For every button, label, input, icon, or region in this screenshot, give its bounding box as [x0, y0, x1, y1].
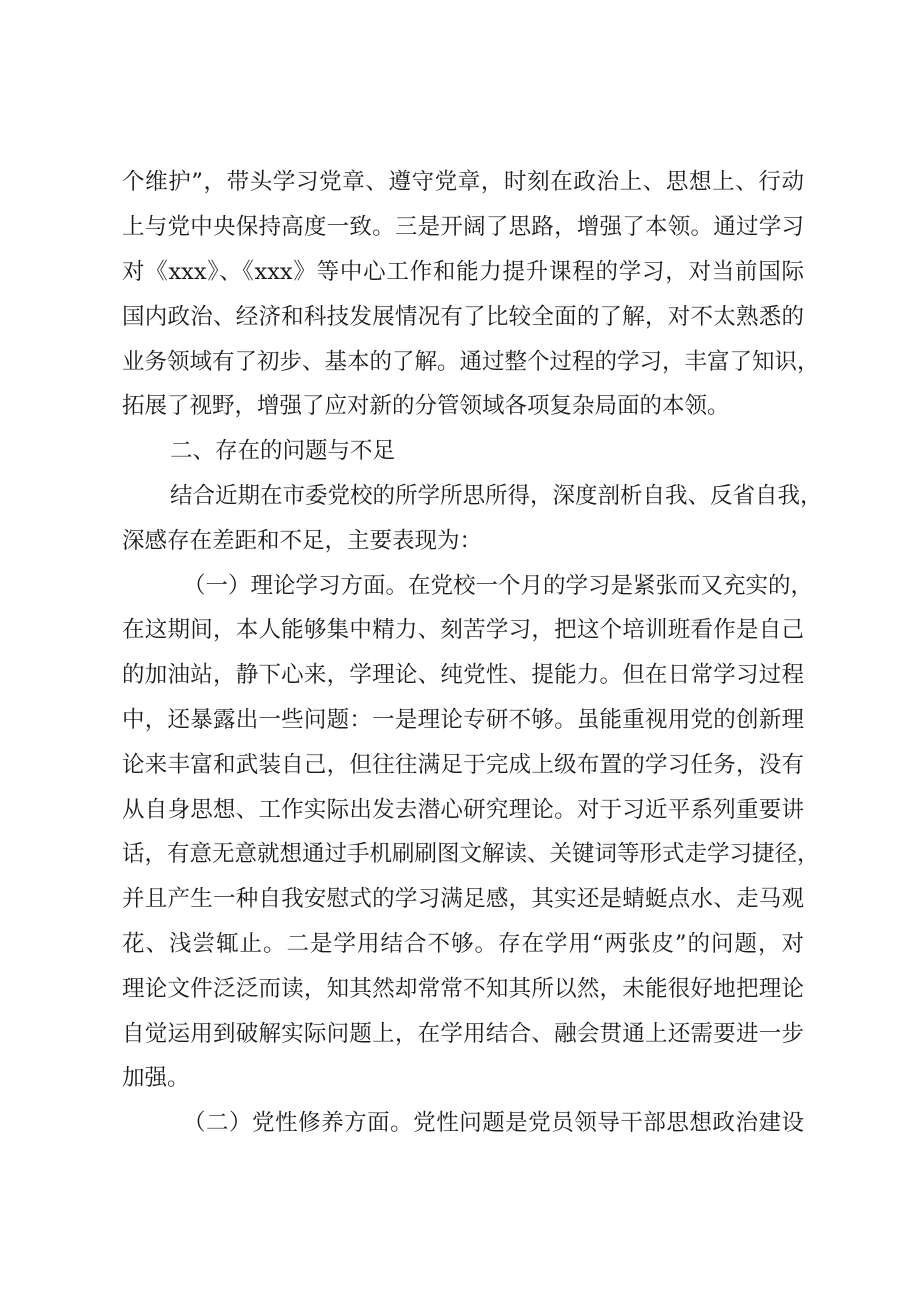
text-line-17: 并且产生一种自我安慰式的学习满足感，其实还是蜻蜓点水、走马观	[122, 886, 804, 912]
text-line-21: 加强。	[122, 1065, 190, 1091]
text-line-9: 深感存在差距和不足，主要表现为：	[122, 528, 483, 554]
text-line-2: 上与党中央保持高度一致。三是开阔了思路，增强了本领。通过学习	[122, 214, 804, 240]
text-line-11: 在这期间，本人能够集中精力、刻苦学习，把这个培训班看作是自己	[122, 617, 804, 643]
subheading-theory-study: （一）理论学习方面。在党校一个月的学习是紧张而又充实的，	[183, 573, 814, 599]
text-line-8: 结合近期在市委党校的所学所思所得，深度剖析自我、反省自我，	[170, 483, 823, 509]
text-line-14: 论来丰富和武装自己，但往往满足于完成上级布置的学习任务，没有	[122, 752, 804, 778]
text-line-4: 国内政治、经济和科技发展情况有了比较全面的了解，对不太熟悉的	[122, 304, 804, 330]
text-line-20: 自觉运用到破解实际问题上，在学用结合、融会贯通上还需要进一步	[122, 1021, 804, 1047]
text-line-15: 从自身思想、工作实际出发去潜心研究理论。对于习近平系列重要讲	[122, 797, 804, 823]
text-line-19: 理论文件泛泛而读，知其然却常常不知其所以然，未能很好地把理论	[122, 976, 804, 1002]
section-heading-problems: 二、存在的问题与不足	[170, 438, 396, 464]
subheading-party-spirit: （二）党性修养方面。党性问题是党员领导干部思想政治建设	[183, 1110, 804, 1136]
text-line-5: 业务领域有了初步、基本的了解。通过整个过程的学习，丰富了知识，	[122, 349, 820, 375]
text-line-16: 话，有意无意就想通过手机刷刷图文解读、关键词等形式走学习捷径，	[122, 841, 820, 867]
text-line-12: 的加油站，静下心来，学理论、纯党性、提能力。但在日常学习过程	[122, 662, 804, 688]
text-line-1: 个维护”，带头学习党章、遵守党章，时刻在政治上、思想上、行动	[122, 169, 804, 195]
text-line-6: 拓展了视野，增强了应对新的分管领域各项复杂局面的本领。	[122, 393, 730, 419]
text-line-18: 花、浅尝辄止。二是学用结合不够。存在学用“两张皮”的问题，对	[122, 931, 804, 957]
text-line-13: 中，还暴露出一些问题：一是理论专研不够。虽能重视用党的创新理	[122, 707, 804, 733]
text-line-3: 对《xxx》、《xxx》等中心工作和能力提升课程的学习，对当前国际	[122, 259, 804, 285]
